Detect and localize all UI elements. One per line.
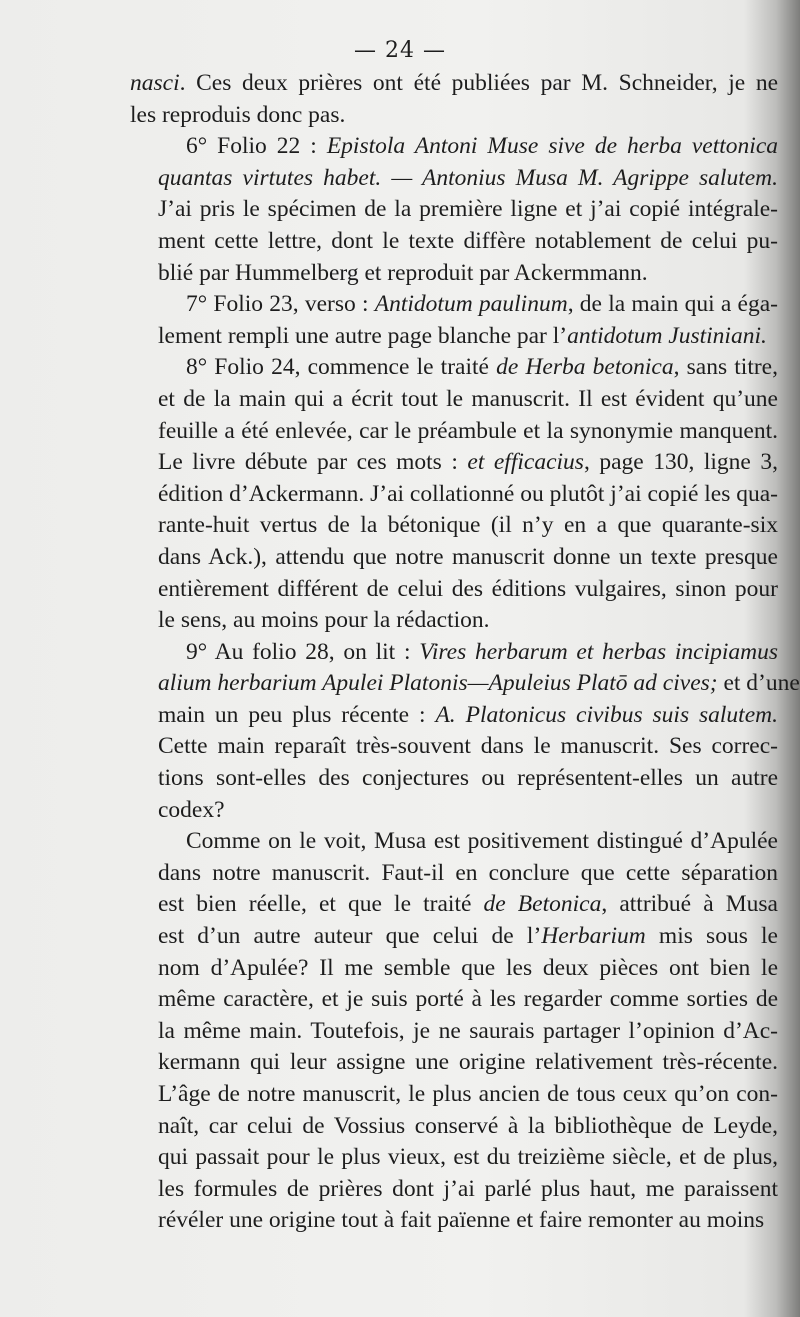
italic-text: nasci	[130, 70, 180, 96]
text-line	[130, 1111, 778, 1143]
text-line	[130, 637, 778, 669]
text-line	[130, 889, 778, 921]
text-line	[130, 68, 778, 100]
text-segment: les formules de prières dont j’ai parlé plus haut, me paraissent	[158, 1175, 778, 1202]
text-segment: blié par Hummelberg et reproduit par Ackermmann.	[158, 259, 648, 286]
text-segment: les reproduis donc pas.	[130, 101, 346, 128]
text-line	[130, 921, 778, 953]
text-line	[130, 542, 778, 574]
text-line	[130, 574, 778, 606]
text-segment: même caractère, et je suis porté à les regarder comme sorties de	[158, 986, 778, 1013]
text-segment: ment cette lettre, dont le texte diffère notablement de celui pu-	[158, 227, 778, 254]
text-segment: tions sont-elles des conjectures ou représentent-elles un autre	[158, 765, 778, 792]
text-segment: Cette main reparaît très-souvent dans le manuscrit. Ses correc-	[158, 733, 778, 760]
text-line	[130, 416, 778, 448]
paragraph	[130, 826, 778, 1237]
paragraph	[130, 352, 778, 636]
italic-text: Vires herbarum et herbas incipiamus	[419, 638, 778, 665]
text-segment: est bien réelle, et que le traité	[158, 891, 484, 918]
text-line	[130, 447, 778, 479]
italic-text: quantas virtutes habet. — Antonius Musa M. Agrippe salutem.	[158, 164, 778, 191]
text-line	[130, 731, 778, 763]
text-line	[130, 858, 778, 890]
text-segment: codex?	[158, 796, 225, 823]
text-segment: nom d’Apulée? Il me semble que les deux pièces ont bien le	[158, 954, 778, 981]
text-segment: révéler une origine tout à fait païenne et faire remonter au moins	[158, 1207, 765, 1234]
text-line	[130, 984, 778, 1016]
text-segment: lement rempli une autre page blanche par l’	[158, 322, 568, 349]
text-segment: Comme on le voit, Musa est positivement distingué d’Apulée	[186, 828, 778, 855]
text-line	[130, 131, 778, 163]
text-line	[130, 352, 778, 384]
text-segment: . Ces deux prières ont été publiées par M. Schneider, je ne	[179, 70, 778, 96]
text-segment: qui passait pour le plus vieux, est du treizième siècle, et de plus,	[158, 1144, 778, 1171]
italic-text: de Betonica	[483, 891, 602, 918]
text-line	[130, 605, 778, 637]
text-segment: feuille a été enlevée, car le préambule et la synonymie manquent.	[158, 417, 778, 444]
text-line	[130, 194, 778, 226]
text-line	[130, 763, 778, 795]
text-segment: 9° Au folio 28, on lit :	[186, 638, 420, 665]
paragraph	[130, 637, 800, 827]
text-segment: mis sous le	[645, 923, 778, 950]
text-segment: , sans titre,	[673, 354, 778, 381]
text-segment: édition d’Ackermann. J’ai collationné ou plutôt j’ai copié les qua-	[158, 480, 778, 507]
paragraph	[130, 289, 778, 352]
text-segment: entièrement différent de celui des éditions vulgaires, sinon pour	[158, 575, 778, 602]
text-segment: kermann qui leur assigne une origine relativement très-récente.	[158, 1049, 778, 1076]
text-segment: dans Ack.), attendu que notre manuscrit donne un texte presque	[158, 543, 778, 570]
text-segment: naît, car celui de Vossius conservé à la bibliothèque de Leyde,	[158, 1112, 778, 1139]
text-segment: Le livre débute par ces mots :	[158, 449, 468, 476]
text-line	[130, 795, 778, 827]
text-line	[130, 384, 778, 416]
text-line	[130, 1174, 778, 1206]
italic-text: de Herba betonica	[496, 354, 674, 381]
page-number: — 24 —	[354, 38, 446, 63]
text-line	[130, 668, 800, 700]
text-line	[130, 226, 778, 258]
text-line	[130, 258, 778, 290]
text-segment: 6° Folio 22 :	[186, 133, 327, 160]
text-line	[130, 700, 778, 732]
text-line	[130, 163, 778, 195]
text-segment: rante-huit vertus de la bétonique (il n’y en a que quarante-six	[158, 512, 778, 539]
text-segment: et de la main qui a écrit tout le manuscrit. Il est évident qu’une	[158, 385, 778, 412]
paragraph	[130, 131, 778, 289]
italic-text: Epistola Antoni Muse sive de herba vettonica	[326, 133, 778, 160]
text-segment: J’ai pris le spécimen de la première ligne et j’ai copié intégrale-	[158, 196, 778, 223]
text-segment: dans notre manuscrit. Faut-il en conclure que cette séparation	[158, 859, 778, 886]
text-segment: la même main. Toutefois, je ne saurais partager l’opinion d’Ac-	[158, 1017, 778, 1044]
text-segment: , page 130, ligne 3,	[583, 449, 779, 476]
text-segment: , de la main qui a éga-	[567, 291, 778, 318]
text-line	[130, 510, 778, 542]
text-line	[130, 1205, 778, 1237]
text-line	[130, 1047, 778, 1079]
body-text	[130, 68, 800, 1237]
italic-text: Herbarium	[541, 923, 646, 950]
text-line	[130, 100, 778, 132]
text-segment: 8° Folio 24, commence le traité	[186, 354, 497, 381]
italic-text: A. Platonicus civibus suis salutem.	[435, 701, 778, 728]
paragraph	[130, 68, 778, 131]
text-line	[130, 1016, 778, 1048]
text-segment: le sens, au moins pour la rédaction.	[158, 607, 490, 634]
text-segment: , attribué à Musa	[601, 891, 778, 918]
text-segment: main un peu plus récente :	[158, 701, 436, 728]
text-line	[130, 479, 778, 511]
italic-text: Antidotum paulinum	[374, 291, 568, 318]
italic-text: antidotum Justiniani.	[567, 322, 767, 349]
italic-text: et efficacius	[467, 449, 584, 476]
text-line	[130, 953, 778, 985]
text-line	[130, 289, 778, 321]
text-line	[130, 826, 778, 858]
text-segment: 7° Folio 23, verso :	[186, 291, 375, 318]
text-line	[130, 321, 778, 353]
text-line	[130, 1142, 778, 1174]
text-segment: et d’une	[717, 670, 800, 697]
text-segment: L’âge de notre manuscrit, le plus ancien de tous ceux qu’on con-	[158, 1081, 778, 1107]
text-line	[130, 1079, 778, 1111]
text-segment: est d’un autre auteur que celui de l’	[158, 923, 542, 950]
italic-text: alium herbarium Apulei Platonis—Apuleius Platō ad cives;	[158, 670, 718, 697]
